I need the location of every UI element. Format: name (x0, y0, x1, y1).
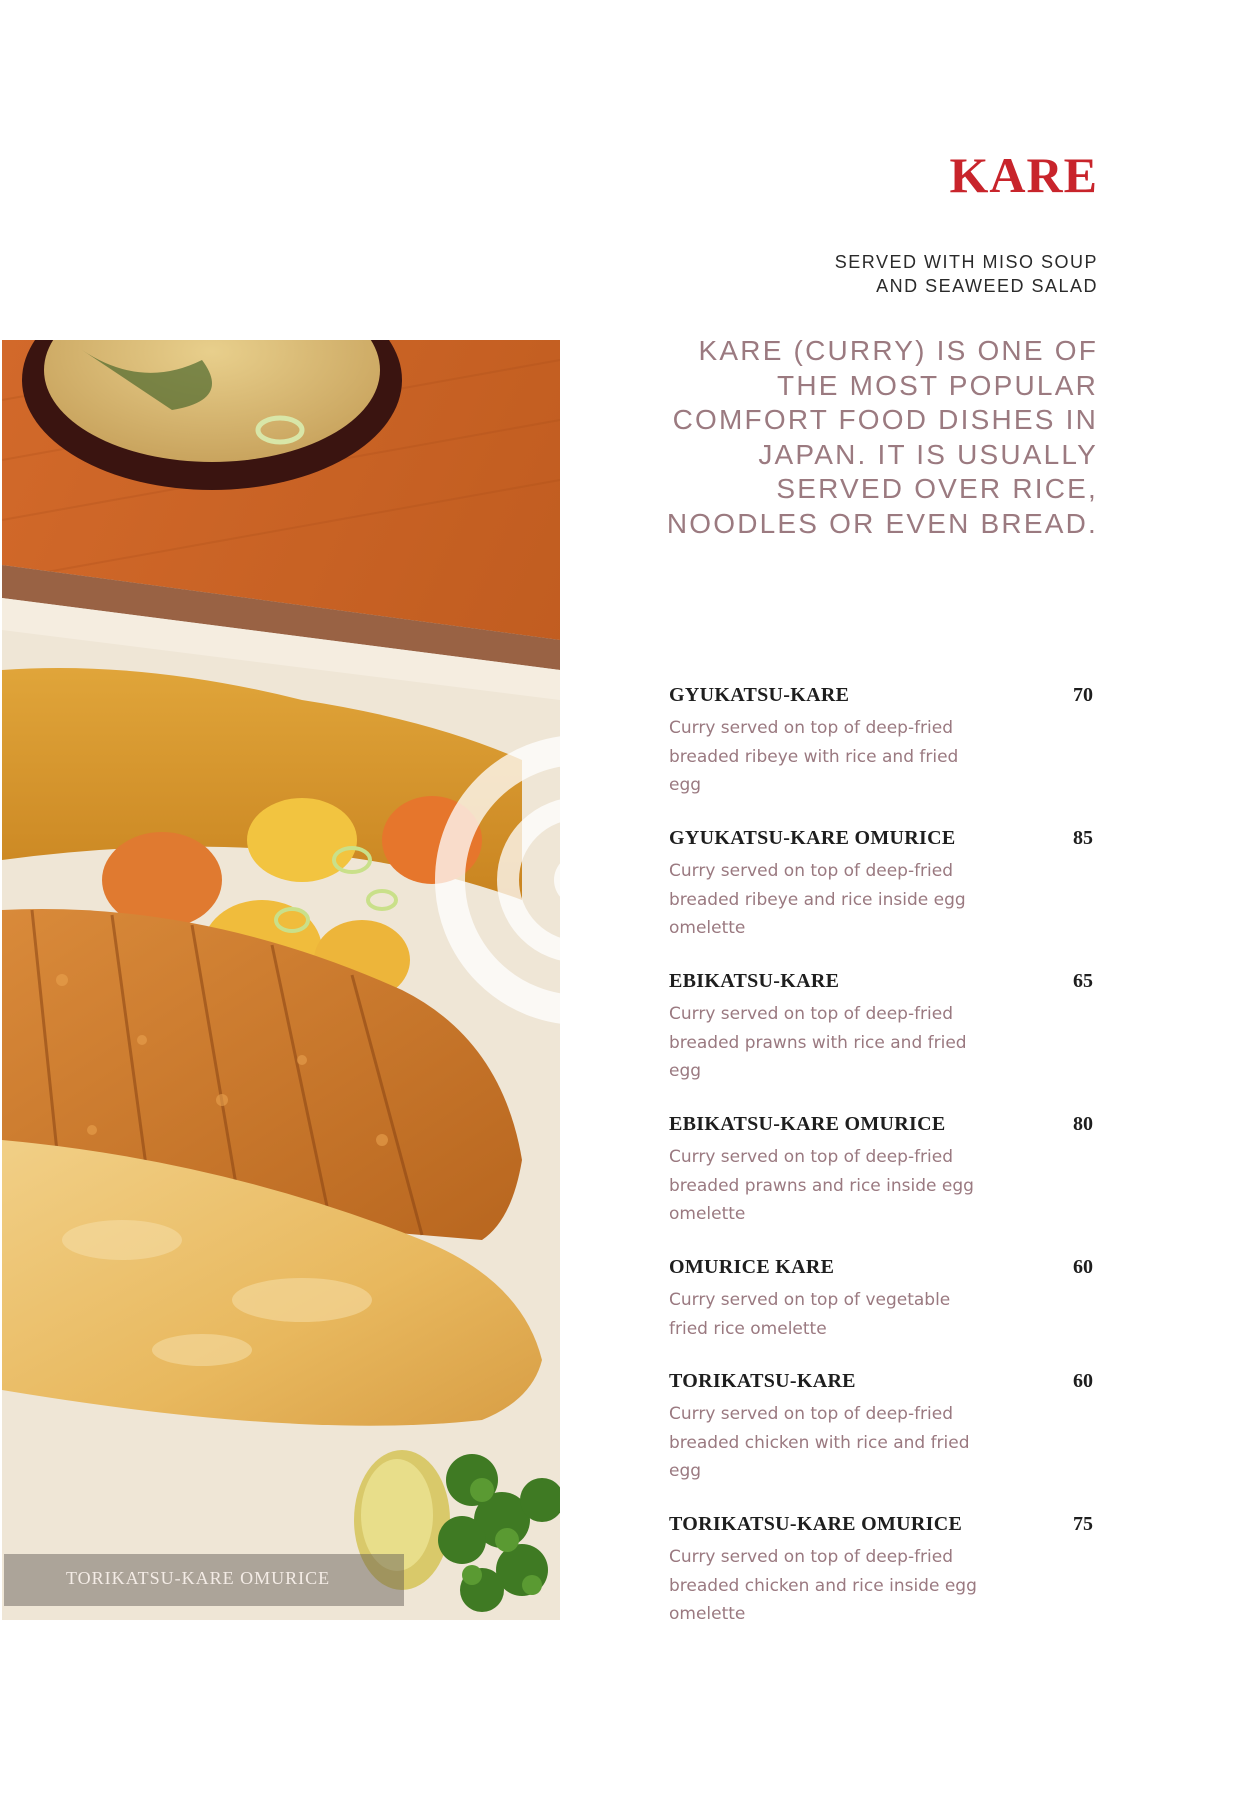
dish-photo (2, 340, 560, 1620)
menu-item-description: Curry served on top of deep-fried breaded prawns and rice inside egg omelette (669, 1147, 974, 1225)
menu-item-header (669, 684, 1093, 712)
menu-item (669, 1513, 1093, 1656)
menu-item-price: 60 (1073, 1370, 1093, 1392)
menu-item (669, 1370, 1093, 1513)
menu-item-name: TORIKATSU-KARE (669, 1370, 856, 1392)
menu-item-price: 60 (1073, 1256, 1093, 1278)
menu-item-header (669, 1370, 1093, 1398)
menu-item-description: Curry served on top of deep-fried breaded ribeye with rice and fried egg (669, 718, 959, 796)
menu-item-name: TORIKATSU-KARE OMURICE (669, 1513, 963, 1535)
menu-item (669, 684, 1093, 827)
menu-item-header (669, 827, 1093, 855)
menu-item-name: EBIKATSU-KARE (669, 970, 840, 992)
menu-item-name: OMURICE KARE (669, 1256, 835, 1278)
menu-item-price: 75 (1073, 1513, 1093, 1535)
menu-item-description: Curry served on top of deep-fried breaded chicken with rice and fried egg (669, 1404, 970, 1482)
menu-item-price: 80 (1073, 1113, 1093, 1135)
menu-list (669, 684, 1093, 1656)
menu-item-description: Curry served on top of deep-fried breaded prawns with rice and fried egg (669, 1004, 967, 1082)
menu-item-header (669, 1513, 1093, 1541)
menu-item-price: 85 (1073, 827, 1093, 849)
menu-item-price: 65 (1073, 970, 1093, 992)
menu-item-header (669, 1113, 1093, 1141)
menu-item (669, 970, 1093, 1113)
served-with-note: SERVED WITH MISO SOUP AND SEAWEED SALAD (834, 252, 1098, 296)
intro-text: KARE (CURRY) IS ONE OF THE MOST POPULAR COMFORT FOOD DISHES IN JAPAN. IT IS USUALLY SERVED OVER RICE, NOODLES OR EVEN BREAD. (666, 335, 1098, 539)
menu-item-header (669, 970, 1093, 998)
menu-item-description: Curry served on top of vegetable fried rice omelette (669, 1290, 951, 1339)
menu-item-name: GYUKATSU-KARE (669, 684, 850, 706)
menu-item-description: Curry served on top of deep-fried breaded ribeye and rice inside egg omelette (669, 861, 966, 939)
menu-item-header (669, 1256, 1093, 1284)
menu-item (669, 1256, 1093, 1370)
menu-item-description: Curry served on top of deep-fried breaded chicken and rice inside egg omelette (669, 1547, 977, 1625)
menu-item (669, 827, 1093, 970)
menu-item-name: GYUKATSU-KARE OMURICE (669, 827, 956, 849)
menu-item-price: 70 (1073, 684, 1093, 706)
menu-item-name: EBIKATSU-KARE OMURICE (669, 1113, 946, 1135)
photo-caption: TORIKATSU-KARE OMURICE (4, 1554, 404, 1606)
menu-item (669, 1113, 1093, 1256)
page-title: KARE (949, 147, 1098, 203)
